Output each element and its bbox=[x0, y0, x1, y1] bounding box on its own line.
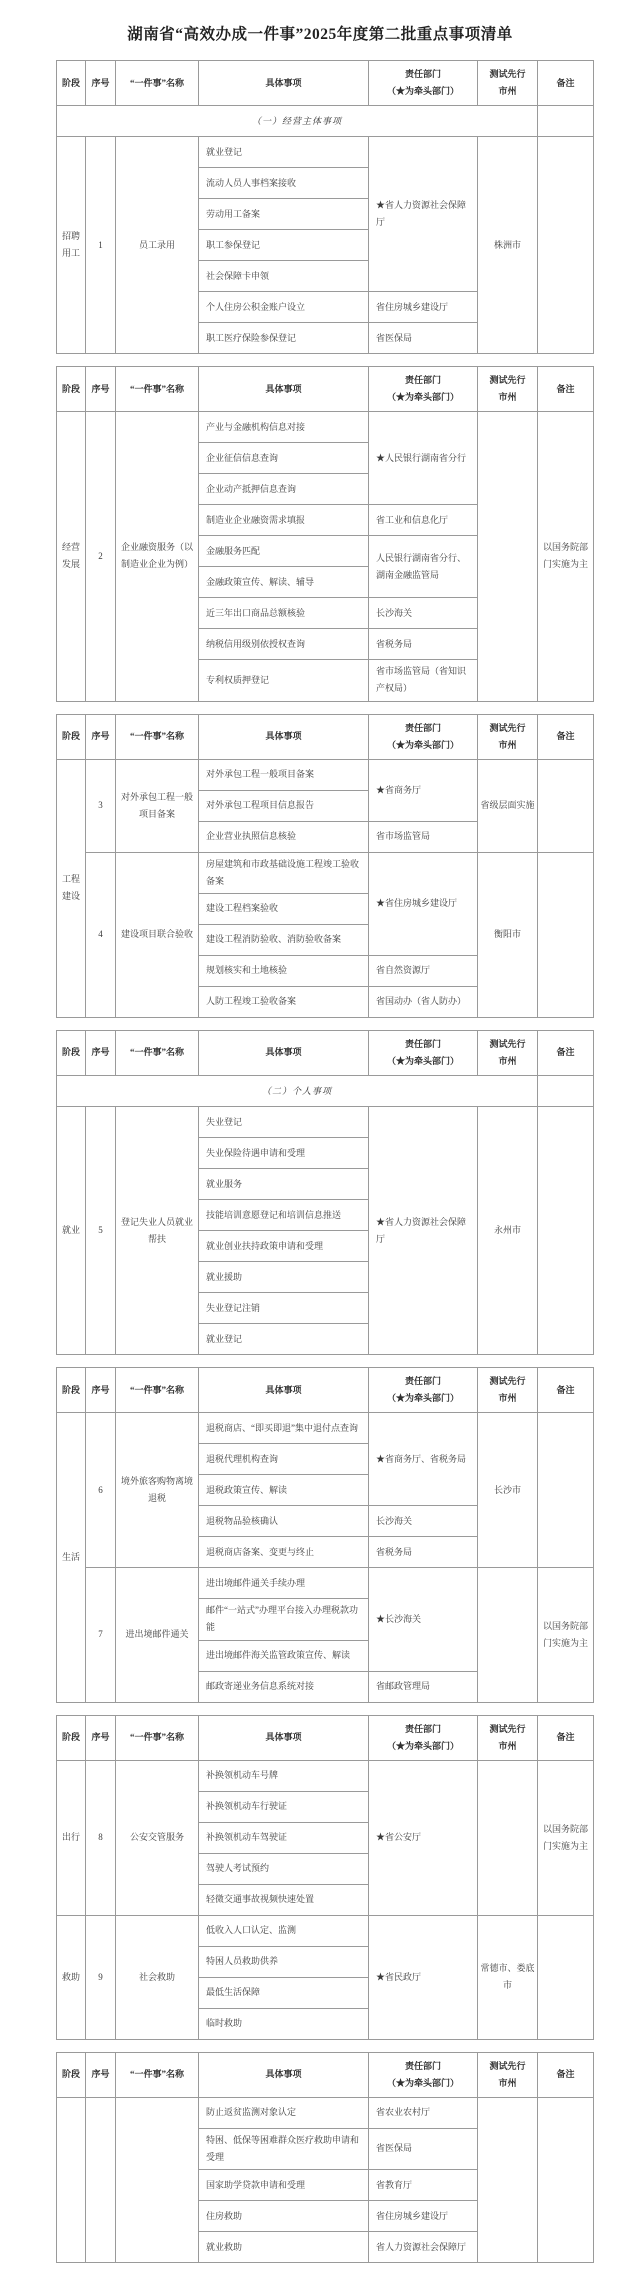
header-line: “一件事”名称 bbox=[129, 77, 184, 88]
header-line: 备注 bbox=[556, 1732, 575, 1743]
item-cell: 对外承包工程一般项目备案 bbox=[199, 759, 369, 790]
header-line: 序号 bbox=[91, 383, 110, 394]
column-header-item bbox=[199, 1368, 369, 1413]
table-row bbox=[57, 1915, 594, 1946]
dept-cell: ★人民银行湖南省分行 bbox=[369, 412, 478, 505]
section-banner: （一）经营主体事项 bbox=[57, 106, 538, 137]
header-row bbox=[57, 714, 594, 759]
item-cell: 流动人员人事档案接收 bbox=[199, 168, 369, 199]
item-cell: 建设工程档案验收 bbox=[199, 893, 369, 924]
column-header-no bbox=[86, 2052, 116, 2097]
column-header-test bbox=[478, 1715, 538, 1760]
header-line: （★为牵头部门） bbox=[386, 2077, 459, 2088]
item-cell: 就业服务 bbox=[199, 1169, 369, 1200]
table-blocks bbox=[0, 60, 640, 2263]
column-header-test bbox=[478, 61, 538, 106]
column-header-dept bbox=[369, 1715, 478, 1760]
header-line: （★为牵头部门） bbox=[386, 1393, 459, 1404]
test-city-cell: 常德市、娄底市 bbox=[478, 1915, 538, 2039]
dept-cell: ★省人力资源社会保障厅 bbox=[369, 1107, 478, 1355]
header-line: 责任部门 bbox=[404, 375, 441, 386]
item-cell: 职工医疗保险参保登记 bbox=[199, 323, 369, 354]
column-header-dept bbox=[369, 2052, 478, 2097]
header-line: 责任部门 bbox=[404, 1038, 441, 1049]
column-header-stage bbox=[57, 61, 86, 106]
item-cell: 金融政策宣传、解读、辅导 bbox=[199, 567, 369, 598]
dept-cell: ★省人力资源社会保障厅 bbox=[369, 137, 478, 292]
item-cell: 退税物品验核确认 bbox=[199, 1506, 369, 1537]
dept-cell: ★省商务厅、省税务局 bbox=[369, 1413, 478, 1506]
dept-cell: ★省民政厅 bbox=[369, 1915, 478, 2039]
item-cell: 补换领机动车号牌 bbox=[199, 1760, 369, 1791]
remark-cell bbox=[538, 2097, 594, 2262]
item-cell: 就业登记 bbox=[199, 137, 369, 168]
name-cell bbox=[116, 2097, 199, 2262]
item-cell: 纳税信用级别依授权查询 bbox=[199, 629, 369, 660]
header-line: 备注 bbox=[556, 731, 575, 742]
column-header-name bbox=[116, 367, 199, 412]
column-header-no bbox=[86, 1715, 116, 1760]
header-line: “一件事”名称 bbox=[129, 731, 184, 742]
item-cell: 企业动产抵押信息查询 bbox=[199, 474, 369, 505]
header-line: “一件事”名称 bbox=[129, 2069, 184, 2080]
column-header-name bbox=[116, 1368, 199, 1413]
item-cell: 企业征信信息查询 bbox=[199, 443, 369, 474]
header-line: 责任部门 bbox=[404, 722, 441, 733]
header-line: 测试先行 bbox=[489, 2060, 526, 2071]
dept-cell: ★省公安厅 bbox=[369, 1760, 478, 1915]
name-cell: 对外承包工程一般项目备案 bbox=[116, 759, 199, 852]
dept-cell: 省医保局 bbox=[369, 2128, 478, 2169]
column-header-no bbox=[86, 714, 116, 759]
serial-cell: 9 bbox=[86, 1915, 116, 2039]
name-cell: 建设项目联合验收 bbox=[116, 852, 199, 1017]
header-line: 测试先行 bbox=[489, 1038, 526, 1049]
column-header-stage bbox=[57, 714, 86, 759]
test-city-cell bbox=[478, 1760, 538, 1915]
header-line: 具体事项 bbox=[265, 2069, 302, 2080]
column-header-test bbox=[478, 714, 538, 759]
header-line: 市州 bbox=[498, 739, 517, 750]
column-header-name bbox=[116, 714, 199, 759]
table-row bbox=[57, 137, 594, 168]
list-table bbox=[56, 1367, 594, 1702]
item-cell: 就业援助 bbox=[199, 1262, 369, 1293]
serial-cell: 7 bbox=[86, 1568, 116, 1702]
header-line: 市州 bbox=[498, 1393, 517, 1404]
list-table bbox=[56, 60, 594, 354]
dept-cell: 省邮政管理局 bbox=[369, 1671, 478, 1702]
header-line: （★为牵头部门） bbox=[386, 392, 459, 403]
header-line: 具体事项 bbox=[265, 1047, 302, 1058]
column-header-stage bbox=[57, 1030, 86, 1075]
dept-cell: 长沙海关 bbox=[369, 598, 478, 629]
header-line: 市州 bbox=[498, 2077, 517, 2088]
item-cell: 进出境邮件海关监管政策宣传、解读 bbox=[199, 1640, 369, 1671]
column-header-item bbox=[199, 2052, 369, 2097]
header-line: 测试先行 bbox=[489, 1723, 526, 1734]
table-row bbox=[57, 1568, 594, 1599]
header-line: 阶段 bbox=[61, 1047, 80, 1058]
column-header-dept bbox=[369, 1368, 478, 1413]
column-header-stage bbox=[57, 2052, 86, 2097]
name-cell: 进出境邮件通关 bbox=[116, 1568, 199, 1702]
serial-cell bbox=[86, 2097, 116, 2262]
item-cell: 企业营业执照信息核验 bbox=[199, 821, 369, 852]
header-line: 责任部门 bbox=[404, 1723, 441, 1734]
column-header-remark bbox=[538, 1030, 594, 1075]
column-header-remark bbox=[538, 1368, 594, 1413]
item-cell: 邮政寄递业务信息系统对接 bbox=[199, 1671, 369, 1702]
column-header-stage bbox=[57, 1715, 86, 1760]
header-line: 序号 bbox=[91, 1047, 110, 1058]
dept-cell: 长沙海关 bbox=[369, 1506, 478, 1537]
test-city-cell bbox=[478, 412, 538, 701]
item-cell: 进出境邮件通关手续办理 bbox=[199, 1568, 369, 1599]
header-line: 具体事项 bbox=[265, 1384, 302, 1395]
serial-cell: 4 bbox=[86, 852, 116, 1017]
header-line: 序号 bbox=[91, 77, 110, 88]
column-header-test bbox=[478, 2052, 538, 2097]
header-line: 阶段 bbox=[61, 731, 80, 742]
item-cell: 住房救助 bbox=[199, 2201, 369, 2232]
column-header-no bbox=[86, 1030, 116, 1075]
column-header-item bbox=[199, 1030, 369, 1075]
remark-cell: 以国务院部门实施为主 bbox=[538, 1568, 594, 1702]
header-line: “一件事”名称 bbox=[129, 1384, 184, 1395]
header-line: 序号 bbox=[91, 1384, 110, 1395]
item-cell: 技能培训意愿登记和培训信息推送 bbox=[199, 1200, 369, 1231]
header-line: 责任部门 bbox=[404, 2060, 441, 2071]
item-cell: 人防工程竣工验收备案 bbox=[199, 986, 369, 1017]
stage-cell: 生活 bbox=[57, 1413, 86, 1702]
header-line: 序号 bbox=[91, 2069, 110, 2080]
header-line: 备注 bbox=[556, 383, 575, 394]
column-header-remark bbox=[538, 714, 594, 759]
remark-cell bbox=[538, 1915, 594, 2039]
column-header-remark bbox=[538, 61, 594, 106]
item-cell: 对外承包工程项目信息报告 bbox=[199, 790, 369, 821]
header-row bbox=[57, 1030, 594, 1075]
column-header-item bbox=[199, 714, 369, 759]
dept-cell: 省税务局 bbox=[369, 629, 478, 660]
serial-cell: 2 bbox=[86, 412, 116, 701]
section-banner-remark-cell bbox=[538, 106, 594, 137]
section-banner: （二）个人事项 bbox=[57, 1076, 538, 1107]
table-row bbox=[57, 1107, 594, 1138]
table-row bbox=[57, 852, 594, 893]
header-line: 阶段 bbox=[61, 1732, 80, 1743]
column-header-remark bbox=[538, 1715, 594, 1760]
name-cell: 社会救助 bbox=[116, 1915, 199, 2039]
stage-cell bbox=[57, 2097, 86, 2262]
list-table bbox=[56, 1715, 594, 2040]
item-cell: 规划核实和土地核验 bbox=[199, 955, 369, 986]
remark-cell bbox=[538, 1413, 594, 1568]
item-cell: 建设工程消防验收、消防验收备案 bbox=[199, 924, 369, 955]
column-header-remark bbox=[538, 367, 594, 412]
header-line: 备注 bbox=[556, 77, 575, 88]
dept-cell: ★省商务厅 bbox=[369, 759, 478, 821]
dept-cell: 省税务局 bbox=[369, 1537, 478, 1568]
list-table bbox=[56, 2052, 594, 2263]
section-banner-remark-cell bbox=[538, 1076, 594, 1107]
serial-cell: 1 bbox=[86, 137, 116, 354]
item-cell: 专利权质押登记 bbox=[199, 660, 369, 701]
item-cell: 驾驶人考试预约 bbox=[199, 1853, 369, 1884]
column-header-name bbox=[116, 61, 199, 106]
item-cell: 退税代理机构查询 bbox=[199, 1444, 369, 1475]
header-line: 市州 bbox=[498, 1740, 517, 1751]
item-cell: 社会保障卡申领 bbox=[199, 261, 369, 292]
remark-cell bbox=[538, 137, 594, 354]
dept-cell: ★长沙海关 bbox=[369, 1568, 478, 1671]
item-cell: 国家助学贷款申请和受理 bbox=[199, 2170, 369, 2201]
test-city-cell: 株洲市 bbox=[478, 137, 538, 354]
remark-cell bbox=[538, 852, 594, 1017]
item-cell: 失业登记注销 bbox=[199, 1293, 369, 1324]
name-cell: 公安交管服务 bbox=[116, 1760, 199, 1915]
column-header-no bbox=[86, 367, 116, 412]
column-header-name bbox=[116, 2052, 199, 2097]
dept-cell: 省人力资源社会保障厅 bbox=[369, 2232, 478, 2263]
item-cell: 最低生活保障 bbox=[199, 1977, 369, 2008]
remark-cell: 以国务院部门实施为主 bbox=[538, 412, 594, 701]
header-line: 具体事项 bbox=[265, 383, 302, 394]
item-cell: 就业创业扶持政策申请和受理 bbox=[199, 1231, 369, 1262]
item-cell: 补换领机动车行驶证 bbox=[199, 1791, 369, 1822]
item-cell: 特困、低保等困难群众医疗救助申请和受理 bbox=[199, 2128, 369, 2169]
dept-cell: 省市场监管局（省知识产权局） bbox=[369, 660, 478, 701]
column-header-dept bbox=[369, 367, 478, 412]
serial-cell: 6 bbox=[86, 1413, 116, 1568]
header-line: 市州 bbox=[498, 86, 517, 97]
header-line: （★为牵头部门） bbox=[386, 1740, 459, 1751]
test-city-cell: 永州市 bbox=[478, 1107, 538, 1355]
header-row bbox=[57, 1368, 594, 1413]
item-cell: 低收入人口认定、监测 bbox=[199, 1915, 369, 1946]
section-banner-row bbox=[57, 106, 594, 137]
header-line: “一件事”名称 bbox=[129, 1732, 184, 1743]
item-cell: 临时救助 bbox=[199, 2008, 369, 2039]
dept-cell: 省市场监管局 bbox=[369, 821, 478, 852]
table-row bbox=[57, 759, 594, 790]
serial-cell: 8 bbox=[86, 1760, 116, 1915]
column-header-stage bbox=[57, 367, 86, 412]
header-row bbox=[57, 61, 594, 106]
remark-cell bbox=[538, 1107, 594, 1355]
header-line: 市州 bbox=[498, 1056, 517, 1067]
test-city-cell bbox=[478, 1568, 538, 1702]
item-cell: 劳动用工备案 bbox=[199, 199, 369, 230]
header-row bbox=[57, 2052, 594, 2097]
item-cell: 个人住房公积金账户设立 bbox=[199, 292, 369, 323]
dept-cell: 省住房城乡建设厅 bbox=[369, 292, 478, 323]
item-cell: 防止返贫监测对象认定 bbox=[199, 2097, 369, 2128]
list-table bbox=[56, 1030, 594, 1355]
serial-cell: 5 bbox=[86, 1107, 116, 1355]
header-line: 市州 bbox=[498, 392, 517, 403]
stage-cell: 工程建设 bbox=[57, 759, 86, 1017]
test-city-cell: 省级层面实施 bbox=[478, 759, 538, 852]
serial-cell: 3 bbox=[86, 759, 116, 852]
header-line: （★为牵头部门） bbox=[386, 739, 459, 750]
dept-cell: 省教育厅 bbox=[369, 2170, 478, 2201]
item-cell: 退税商店、“即买即退”集中退付点查询 bbox=[199, 1413, 369, 1444]
dept-cell: 省自然资源厅 bbox=[369, 955, 478, 986]
header-line: 测试先行 bbox=[489, 722, 526, 733]
header-line: （★为牵头部门） bbox=[386, 1056, 459, 1067]
dept-cell: 人民银行湖南省分行、湖南金融监管局 bbox=[369, 536, 478, 598]
page-title: 湖南省“高效办成一件事”2025年度第二批重点事项清单 bbox=[127, 26, 513, 43]
item-cell: 产业与金融机构信息对接 bbox=[199, 412, 369, 443]
item-cell: 制造业企业融资需求填报 bbox=[199, 505, 369, 536]
item-cell: 就业登记 bbox=[199, 1324, 369, 1355]
header-row bbox=[57, 1715, 594, 1760]
column-header-name bbox=[116, 1715, 199, 1760]
stage-cell: 招聘用工 bbox=[57, 137, 86, 354]
header-line: 序号 bbox=[91, 1732, 110, 1743]
table-row bbox=[57, 1760, 594, 1791]
header-line: “一件事”名称 bbox=[129, 1047, 184, 1058]
test-city-cell: 长沙市 bbox=[478, 1413, 538, 1568]
item-cell: 金融服务匹配 bbox=[199, 536, 369, 567]
header-line: 测试先行 bbox=[489, 69, 526, 79]
dept-cell: 省农业农村厅 bbox=[369, 2097, 478, 2128]
document bbox=[0, 22, 640, 2263]
stage-cell: 就业 bbox=[57, 1107, 86, 1355]
header-line: 阶段 bbox=[61, 1384, 80, 1395]
column-header-stage bbox=[57, 1368, 86, 1413]
header-line: 备注 bbox=[556, 1384, 575, 1395]
header-line: 阶段 bbox=[61, 77, 80, 88]
name-cell: 企业融资服务（以制造业企业为例） bbox=[116, 412, 199, 701]
table-row bbox=[57, 1413, 594, 1444]
header-line: “一件事”名称 bbox=[129, 383, 184, 394]
item-cell: 补换领机动车驾驶证 bbox=[199, 1822, 369, 1853]
column-header-test bbox=[478, 1030, 538, 1075]
dept-cell: 省国动办（省人防办） bbox=[369, 986, 478, 1017]
dept-cell: 省工业和信息化厅 bbox=[369, 505, 478, 536]
header-line: 测试先行 bbox=[489, 1376, 526, 1387]
header-line: （★为牵头部门） bbox=[386, 86, 459, 97]
list-table bbox=[56, 714, 594, 1018]
item-cell: 失业保险待遇申请和受理 bbox=[199, 1138, 369, 1169]
header-line: 责任部门 bbox=[404, 69, 441, 79]
item-cell: 近三年出口商品总额核验 bbox=[199, 598, 369, 629]
table-row bbox=[57, 2097, 594, 2128]
remark-cell bbox=[538, 759, 594, 852]
name-cell: 登记失业人员就业帮扶 bbox=[116, 1107, 199, 1355]
column-header-item bbox=[199, 61, 369, 106]
item-cell: 职工参保登记 bbox=[199, 230, 369, 261]
header-line: 具体事项 bbox=[265, 731, 302, 742]
list-table bbox=[56, 366, 594, 701]
item-cell: 就业救助 bbox=[199, 2232, 369, 2263]
item-cell: 邮件“一站式”办理平台接入办理税款功能 bbox=[199, 1599, 369, 1640]
item-cell: 退税商店备案、变更与终止 bbox=[199, 1537, 369, 1568]
header-line: 备注 bbox=[556, 1047, 575, 1058]
remark-cell: 以国务院部门实施为主 bbox=[538, 1760, 594, 1915]
dept-cell: 省医保局 bbox=[369, 323, 478, 354]
test-city-cell bbox=[478, 2097, 538, 2262]
section-banner-row bbox=[57, 1076, 594, 1107]
name-cell: 员工录用 bbox=[116, 137, 199, 354]
stage-cell: 经营发展 bbox=[57, 412, 86, 701]
column-header-no bbox=[86, 61, 116, 106]
column-header-test bbox=[478, 367, 538, 412]
stage-cell: 救助 bbox=[57, 1915, 86, 2039]
column-header-item bbox=[199, 1715, 369, 1760]
header-line: 阶段 bbox=[61, 383, 80, 394]
column-header-remark bbox=[538, 2052, 594, 2097]
column-header-no bbox=[86, 1368, 116, 1413]
item-cell: 失业登记 bbox=[199, 1107, 369, 1138]
column-header-item bbox=[199, 367, 369, 412]
header-row bbox=[57, 367, 594, 412]
item-cell: 房屋建筑和市政基础设施工程竣工验收备案 bbox=[199, 852, 369, 893]
item-cell: 轻微交通事故视频快速处置 bbox=[199, 1884, 369, 1915]
column-header-dept bbox=[369, 714, 478, 759]
test-city-cell: 衡阳市 bbox=[478, 852, 538, 1017]
stage-cell: 出行 bbox=[57, 1760, 86, 1915]
column-header-dept bbox=[369, 61, 478, 106]
item-cell: 特困人员救助供养 bbox=[199, 1946, 369, 1977]
column-header-dept bbox=[369, 1030, 478, 1075]
header-line: 测试先行 bbox=[489, 375, 526, 386]
header-line: 具体事项 bbox=[265, 1732, 302, 1743]
item-cell: 退税政策宣传、解读 bbox=[199, 1475, 369, 1506]
dept-cell: 省住房城乡建设厅 bbox=[369, 2201, 478, 2232]
header-line: 备注 bbox=[556, 2069, 575, 2080]
dept-cell: ★省住房城乡建设厅 bbox=[369, 852, 478, 955]
header-line: 阶段 bbox=[61, 2069, 80, 2080]
column-header-test bbox=[478, 1368, 538, 1413]
header-line: 序号 bbox=[91, 731, 110, 742]
table-row bbox=[57, 412, 594, 443]
header-line: 责任部门 bbox=[404, 1376, 441, 1387]
name-cell: 境外旅客购物离境退税 bbox=[116, 1413, 199, 1568]
header-line: 具体事项 bbox=[265, 77, 302, 88]
column-header-name bbox=[116, 1030, 199, 1075]
